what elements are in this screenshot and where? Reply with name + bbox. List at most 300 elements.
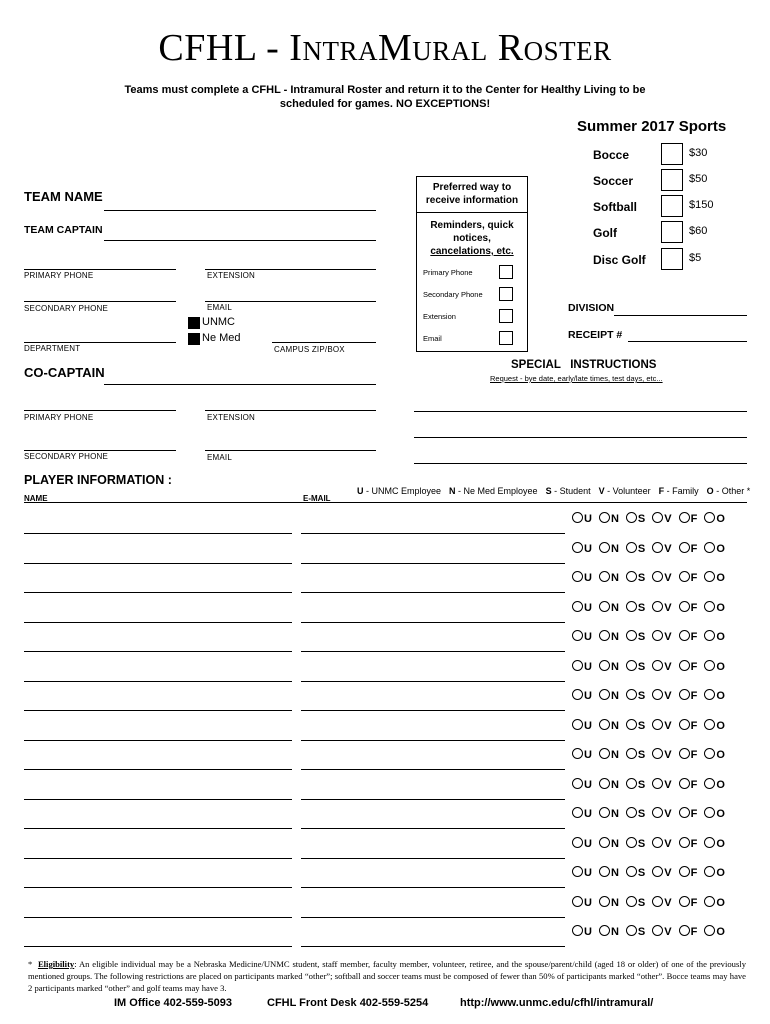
player-type-option-n[interactable]: N <box>599 807 619 820</box>
player-type-option-n[interactable]: N <box>599 837 619 850</box>
player-type-option-u[interactable]: U <box>572 512 592 525</box>
pref-label-extension: Extension <box>423 312 456 321</box>
player-type-option-v[interactable]: V <box>652 660 671 673</box>
radio-circle-icon <box>704 512 715 523</box>
player-type-legend <box>357 486 758 496</box>
player-type-option-u[interactable]: U <box>572 571 592 584</box>
nemed-label: Ne Med <box>202 332 241 344</box>
player-name-field[interactable] <box>24 651 292 652</box>
legend-item-s: S - Student <box>545 486 591 496</box>
sport-price-golf: $60 <box>689 225 708 237</box>
radio-circle-icon <box>572 630 583 641</box>
player-type-option-o[interactable]: O <box>704 719 725 732</box>
player-type-option-s[interactable]: S <box>626 807 645 820</box>
player-email-field[interactable] <box>301 563 565 564</box>
special-instructions-line-3[interactable] <box>414 463 747 464</box>
radio-circle-icon <box>626 689 637 700</box>
radio-circle-icon <box>572 601 583 612</box>
player-type-options <box>572 837 732 850</box>
player-type-option-s[interactable]: S <box>626 512 645 525</box>
player-type-option-v[interactable]: V <box>652 630 671 643</box>
radio-circle-icon <box>704 866 715 877</box>
player-name-field[interactable] <box>24 769 292 770</box>
radio-circle-icon <box>572 837 583 848</box>
sport-price-softball: $150 <box>689 199 714 211</box>
player-type-option-u[interactable]: U <box>572 660 592 673</box>
player-type-option-f[interactable]: F <box>679 571 698 584</box>
player-type-option-f[interactable]: F <box>679 925 698 938</box>
player-type-option-v[interactable]: V <box>652 689 671 702</box>
radio-circle-icon <box>679 866 690 877</box>
player-type-option-v[interactable]: V <box>652 512 671 525</box>
unmc-checkbox[interactable] <box>188 317 200 329</box>
radio-circle-icon <box>599 689 610 700</box>
radio-circle-icon <box>572 748 583 759</box>
player-type-option-n[interactable]: N <box>599 689 619 702</box>
radio-circle-icon <box>704 896 715 907</box>
player-type-option-u[interactable]: U <box>572 807 592 820</box>
unmc-label: UNMC <box>202 316 235 328</box>
player-type-option-u[interactable]: U <box>572 630 592 643</box>
player-type-option-f[interactable]: F <box>679 512 698 525</box>
player-name-field[interactable] <box>24 563 292 564</box>
player-type-option-u[interactable]: U <box>572 719 592 732</box>
player-type-option-n[interactable]: N <box>599 660 619 673</box>
secondary-phone-field[interactable] <box>24 301 176 302</box>
player-type-options <box>572 807 732 820</box>
player-type-option-v[interactable]: V <box>652 601 671 614</box>
radio-circle-icon <box>652 778 663 789</box>
special-instructions-sub: Request - bye date, early/late times, test days, etc... <box>490 374 663 383</box>
player-type-option-v[interactable]: V <box>652 542 671 555</box>
special-instructions-heading: SPECIAL INSTRUCTIONS <box>511 359 657 371</box>
player-type-options <box>572 866 732 879</box>
player-type-option-v[interactable]: V <box>652 748 671 761</box>
player-type-option-s[interactable]: S <box>626 571 645 584</box>
player-name-field[interactable] <box>24 622 292 623</box>
player-type-option-u[interactable]: U <box>572 542 592 555</box>
player-name-field[interactable] <box>24 828 292 829</box>
radio-circle-icon <box>572 660 583 671</box>
pref-label-primary-phone: Primary Phone <box>423 268 473 277</box>
player-name-field[interactable] <box>24 681 292 682</box>
radio-circle-icon <box>599 630 610 641</box>
radio-circle-icon <box>626 571 637 582</box>
radio-circle-icon <box>704 837 715 848</box>
co-primary-phone-field[interactable] <box>24 410 176 411</box>
sport-name-disc-golf: Disc Golf <box>593 253 646 267</box>
player-email-field[interactable] <box>301 946 565 947</box>
radio-circle-icon <box>599 837 610 848</box>
player-name-field[interactable] <box>24 858 292 859</box>
co-captain-field[interactable] <box>104 384 376 385</box>
radio-circle-icon <box>679 512 690 523</box>
player-email-field[interactable] <box>301 917 565 918</box>
radio-circle-icon <box>679 748 690 759</box>
co-secondary-phone-label: SECONDARY PHONE <box>24 452 109 461</box>
radio-circle-icon <box>572 866 583 877</box>
team-name-field[interactable] <box>104 210 376 211</box>
player-type-option-f[interactable]: F <box>679 601 698 614</box>
player-type-option-v[interactable]: V <box>652 866 671 879</box>
radio-circle-icon <box>599 512 610 523</box>
radio-circle-icon <box>626 660 637 671</box>
radio-circle-icon <box>626 837 637 848</box>
radio-circle-icon <box>626 601 637 612</box>
co-extension-label: EXTENSION <box>207 413 256 422</box>
radio-circle-icon <box>652 601 663 612</box>
player-type-option-o[interactable]: O <box>704 571 725 584</box>
preferred-contact-box <box>416 176 528 352</box>
player-type-option-s[interactable]: S <box>626 689 645 702</box>
player-type-option-v[interactable]: V <box>652 925 671 938</box>
player-type-option-n[interactable]: N <box>599 778 619 791</box>
player-type-option-u[interactable]: U <box>572 896 592 909</box>
player-name-field[interactable] <box>24 740 292 741</box>
player-type-option-o[interactable]: O <box>704 778 725 791</box>
player-type-option-s[interactable]: S <box>626 866 645 879</box>
legend-item-n: N - Ne Med Employee <box>449 486 538 496</box>
player-type-option-o[interactable]: O <box>704 925 725 938</box>
sport-price-bocce: $30 <box>689 147 708 159</box>
player-type-option-s[interactable]: S <box>626 601 645 614</box>
legend-item-u: U - UNMC Employee <box>357 486 442 496</box>
radio-circle-icon <box>679 689 690 700</box>
primary-phone-field[interactable] <box>24 269 176 270</box>
department-label: DEPARTMENT <box>24 344 81 353</box>
pref-checkbox-email[interactable] <box>499 331 513 345</box>
player-email-field[interactable] <box>301 651 565 652</box>
radio-circle-icon <box>626 896 637 907</box>
radio-circle-icon <box>599 896 610 907</box>
player-type-option-f[interactable]: F <box>679 630 698 643</box>
receipt-label: RECEIPT # <box>568 329 623 341</box>
player-type-option-o[interactable]: O <box>704 601 725 614</box>
player-type-options <box>572 925 732 938</box>
radio-circle-icon <box>652 512 663 523</box>
radio-circle-icon <box>679 660 690 671</box>
co-email-label: EMAIL <box>207 453 233 462</box>
player-type-option-n[interactable]: N <box>599 925 619 938</box>
player-type-option-o[interactable]: O <box>704 807 725 820</box>
radio-circle-icon <box>599 778 610 789</box>
player-type-option-v[interactable]: V <box>652 896 671 909</box>
player-name-field[interactable] <box>24 710 292 711</box>
player-name-field[interactable] <box>24 917 292 918</box>
radio-circle-icon <box>679 778 690 789</box>
player-email-field[interactable] <box>301 769 565 770</box>
sport-checkbox-disc-golf[interactable] <box>661 248 683 270</box>
player-email-field[interactable] <box>301 799 565 800</box>
player-type-option-u[interactable]: U <box>572 778 592 791</box>
player-type-options <box>572 542 732 555</box>
player-type-option-u[interactable]: U <box>572 748 592 761</box>
radio-circle-icon <box>599 601 610 612</box>
special-instructions-line-2[interactable] <box>414 437 747 438</box>
player-name-field[interactable] <box>24 533 292 534</box>
co-email-field[interactable] <box>205 450 376 451</box>
player-type-option-n[interactable]: N <box>599 512 619 525</box>
sport-checkbox-golf[interactable] <box>661 221 683 243</box>
primary-phone-label: PRIMARY PHONE <box>24 271 94 280</box>
player-type-option-f[interactable]: F <box>679 689 698 702</box>
campus-zip-field[interactable] <box>272 342 376 343</box>
nemed-checkbox[interactable] <box>188 333 200 345</box>
player-name-field[interactable] <box>24 946 292 947</box>
player-type-option-v[interactable]: V <box>652 719 671 732</box>
player-name-field[interactable] <box>24 592 292 593</box>
radio-circle-icon <box>572 571 583 582</box>
campus-zip-label: CAMPUS ZIP/BOX <box>274 345 345 354</box>
radio-circle-icon <box>626 512 637 523</box>
radio-circle-icon <box>704 542 715 553</box>
email-column-header: E-MAIL <box>303 494 331 503</box>
player-type-option-n[interactable]: N <box>599 571 619 584</box>
player-type-options <box>572 571 732 584</box>
team-captain-field[interactable] <box>104 240 376 241</box>
radio-circle-icon <box>704 630 715 641</box>
radio-circle-icon <box>652 925 663 936</box>
radio-circle-icon <box>704 925 715 936</box>
player-type-option-s[interactable]: S <box>626 925 645 938</box>
player-type-option-f[interactable]: F <box>679 542 698 555</box>
receipt-field[interactable] <box>628 341 747 342</box>
player-type-option-f[interactable]: F <box>679 660 698 673</box>
pref-checkbox-secondary-phone[interactable] <box>499 287 513 301</box>
player-type-option-s[interactable]: S <box>626 896 645 909</box>
player-email-field[interactable] <box>301 710 565 711</box>
secondary-phone-label: SECONDARY PHONE <box>24 304 109 313</box>
radio-circle-icon <box>704 807 715 818</box>
player-type-option-n[interactable]: N <box>599 719 619 732</box>
sport-name-golf: Golf <box>593 226 617 240</box>
radio-circle-icon <box>572 542 583 553</box>
player-type-option-o[interactable]: O <box>704 542 725 555</box>
sport-name-bocce: Bocce <box>593 148 630 162</box>
division-field[interactable] <box>614 315 747 316</box>
player-type-option-f[interactable]: F <box>679 807 698 820</box>
radio-circle-icon <box>626 630 637 641</box>
special-instructions-line-1[interactable] <box>414 411 747 412</box>
co-captain-label: CO-CAPTAIN <box>24 365 105 380</box>
radio-circle-icon <box>626 807 637 818</box>
radio-circle-icon <box>626 719 637 730</box>
player-email-field[interactable] <box>301 828 565 829</box>
player-type-options <box>572 630 732 643</box>
radio-circle-icon <box>599 807 610 818</box>
player-type-option-o[interactable]: O <box>704 689 725 702</box>
legend-item-v: V - Volunteer <box>598 486 651 496</box>
player-type-option-n[interactable]: N <box>599 896 619 909</box>
radio-circle-icon <box>652 896 663 907</box>
radio-circle-icon <box>652 542 663 553</box>
player-type-option-u[interactable]: U <box>572 837 592 850</box>
radio-circle-icon <box>599 571 610 582</box>
radio-circle-icon <box>704 689 715 700</box>
sport-price-disc-golf: $5 <box>689 252 702 264</box>
player-type-option-f[interactable]: F <box>679 719 698 732</box>
sport-name-soccer: Soccer <box>593 174 634 188</box>
player-type-option-s[interactable]: S <box>626 837 645 850</box>
player-type-option-v[interactable]: V <box>652 807 671 820</box>
radio-circle-icon <box>652 719 663 730</box>
player-type-options <box>572 719 732 732</box>
radio-circle-icon <box>572 689 583 700</box>
player-email-field[interactable] <box>301 622 565 623</box>
radio-circle-icon <box>704 748 715 759</box>
radio-circle-icon <box>679 571 690 582</box>
radio-circle-icon <box>626 542 637 553</box>
player-type-option-v[interactable]: V <box>652 778 671 791</box>
player-type-option-n[interactable]: N <box>599 866 619 879</box>
radio-circle-icon <box>626 748 637 759</box>
player-type-option-f[interactable]: F <box>679 837 698 850</box>
radio-circle-icon <box>704 601 715 612</box>
radio-circle-icon <box>626 866 637 877</box>
player-type-option-o[interactable]: O <box>704 748 725 761</box>
radio-circle-icon <box>599 660 610 671</box>
division-label: DIVISION <box>568 302 615 314</box>
radio-circle-icon <box>599 925 610 936</box>
page-title: CFHL - IntraMural Roster <box>158 27 612 69</box>
radio-circle-icon <box>626 778 637 789</box>
player-type-option-s[interactable]: S <box>626 719 645 732</box>
radio-circle-icon <box>599 719 610 730</box>
radio-circle-icon <box>679 807 690 818</box>
intramural-url[interactable]: http://www.unmc.edu/cfhl/intramural/ <box>460 997 654 1009</box>
player-email-field[interactable] <box>301 887 565 888</box>
extension-field[interactable] <box>205 269 376 270</box>
player-type-options <box>572 896 732 909</box>
radio-circle-icon <box>652 807 663 818</box>
front-desk-phone: CFHL Front Desk 402-559-5254 <box>267 997 429 1009</box>
radio-circle-icon <box>572 896 583 907</box>
radio-circle-icon <box>626 925 637 936</box>
radio-circle-icon <box>679 719 690 730</box>
player-type-option-o[interactable]: O <box>704 837 725 850</box>
player-type-option-u[interactable]: U <box>572 601 592 614</box>
preferred-heading: Preferred way to receive information <box>417 177 527 213</box>
player-type-option-o[interactable]: O <box>704 896 725 909</box>
player-email-field[interactable] <box>301 681 565 682</box>
player-info-heading: PLAYER INFORMATION : <box>24 473 172 487</box>
player-type-options <box>572 778 732 791</box>
email-label: EMAIL <box>207 303 233 312</box>
radio-circle-icon <box>679 601 690 612</box>
player-type-option-o[interactable]: O <box>704 660 725 673</box>
co-primary-phone-label: PRIMARY PHONE <box>24 413 94 422</box>
player-type-option-n[interactable]: N <box>599 748 619 761</box>
pref-label-email: Email <box>423 334 442 343</box>
team-name-label: TEAM NAME <box>24 189 103 204</box>
player-type-option-f[interactable]: F <box>679 896 698 909</box>
legend-item-f: F - Family <box>658 486 699 496</box>
radio-circle-icon <box>679 896 690 907</box>
radio-circle-icon <box>652 630 663 641</box>
radio-circle-icon <box>679 837 690 848</box>
player-type-option-s[interactable]: S <box>626 542 645 555</box>
sports-heading: Summer 2017 Sports <box>577 118 727 135</box>
sport-checkbox-soccer[interactable] <box>661 169 683 191</box>
radio-circle-icon <box>679 630 690 641</box>
sport-checkbox-bocce[interactable] <box>661 143 683 165</box>
player-type-option-o[interactable]: O <box>704 630 725 643</box>
name-column-header: NAME <box>24 494 48 503</box>
radio-circle-icon <box>572 807 583 818</box>
player-type-option-u[interactable]: U <box>572 925 592 938</box>
radio-circle-icon <box>679 542 690 553</box>
radio-circle-icon <box>704 660 715 671</box>
radio-circle-icon <box>599 866 610 877</box>
radio-circle-icon <box>704 571 715 582</box>
radio-circle-icon <box>599 542 610 553</box>
player-header-rule <box>24 502 747 503</box>
radio-circle-icon <box>652 571 663 582</box>
co-secondary-phone-field[interactable] <box>24 450 176 451</box>
player-type-options <box>572 748 732 761</box>
player-name-field[interactable] <box>24 887 292 888</box>
co-extension-field[interactable] <box>205 410 376 411</box>
player-type-option-f[interactable]: F <box>679 866 698 879</box>
player-type-option-n[interactable]: N <box>599 542 619 555</box>
radio-circle-icon <box>572 512 583 523</box>
department-field[interactable] <box>24 342 176 343</box>
player-type-option-v[interactable]: V <box>652 837 671 850</box>
player-type-option-o[interactable]: O <box>704 512 725 525</box>
sport-checkbox-softball[interactable] <box>661 195 683 217</box>
radio-circle-icon <box>652 660 663 671</box>
player-email-field[interactable] <box>301 533 565 534</box>
player-type-options <box>572 689 732 702</box>
player-type-option-s[interactable]: S <box>626 660 645 673</box>
player-type-option-u[interactable]: U <box>572 689 592 702</box>
player-name-field[interactable] <box>24 799 292 800</box>
radio-circle-icon <box>652 866 663 877</box>
pref-label-secondary-phone: Secondary Phone <box>423 290 483 299</box>
player-email-field[interactable] <box>301 592 565 593</box>
sport-name-softball: Softball <box>593 200 637 214</box>
player-type-option-f[interactable]: F <box>679 778 698 791</box>
radio-circle-icon <box>704 719 715 730</box>
email-field[interactable] <box>205 301 376 302</box>
player-type-option-f[interactable]: F <box>679 748 698 761</box>
intro-text: Teams must complete a CFHL - Intramural Roster and return it to the Center for Healthy Living to be scheduled for games. NO EXCEPTIONS! <box>124 84 646 110</box>
player-type-option-o[interactable]: O <box>704 866 725 879</box>
player-email-field[interactable] <box>301 858 565 859</box>
radio-circle-icon <box>704 778 715 789</box>
radio-circle-icon <box>652 837 663 848</box>
legend-item-o: O - Other * <box>706 486 751 496</box>
eligibility-note: * Eligibility: An eligible individual may be a Nebraska Medicine/UNMC student, staff member, faculty member, volunteer, retiree, and the spouse/parent/child (aged 18 or older) of one of the previously mentioned groups. The following restrictions are placed on participants marked “other”; softball and soccer teams must be composed of fewer than 50% of participants marked “other”. Bocce teams may have 2 participants marked “other” and golf teams may have 3. <box>28 959 746 993</box>
reminders-text: Reminders, quick notices, cancelations, etc. <box>430 220 514 257</box>
player-type-option-s[interactable]: S <box>626 630 645 643</box>
im-office-phone: IM Office 402-559-5093 <box>114 997 233 1009</box>
player-type-option-n[interactable]: N <box>599 601 619 614</box>
radio-circle-icon <box>572 925 583 936</box>
player-type-option-s[interactable]: S <box>626 748 645 761</box>
player-email-field[interactable] <box>301 740 565 741</box>
pref-checkbox-extension[interactable] <box>499 309 513 323</box>
radio-circle-icon <box>599 748 610 759</box>
player-type-option-s[interactable]: S <box>626 778 645 791</box>
pref-checkbox-primary-phone[interactable] <box>499 265 513 279</box>
player-type-option-u[interactable]: U <box>572 866 592 879</box>
radio-circle-icon <box>652 689 663 700</box>
radio-circle-icon <box>572 778 583 789</box>
player-type-option-v[interactable]: V <box>652 571 671 584</box>
player-type-option-n[interactable]: N <box>599 630 619 643</box>
sport-price-soccer: $50 <box>689 173 708 185</box>
